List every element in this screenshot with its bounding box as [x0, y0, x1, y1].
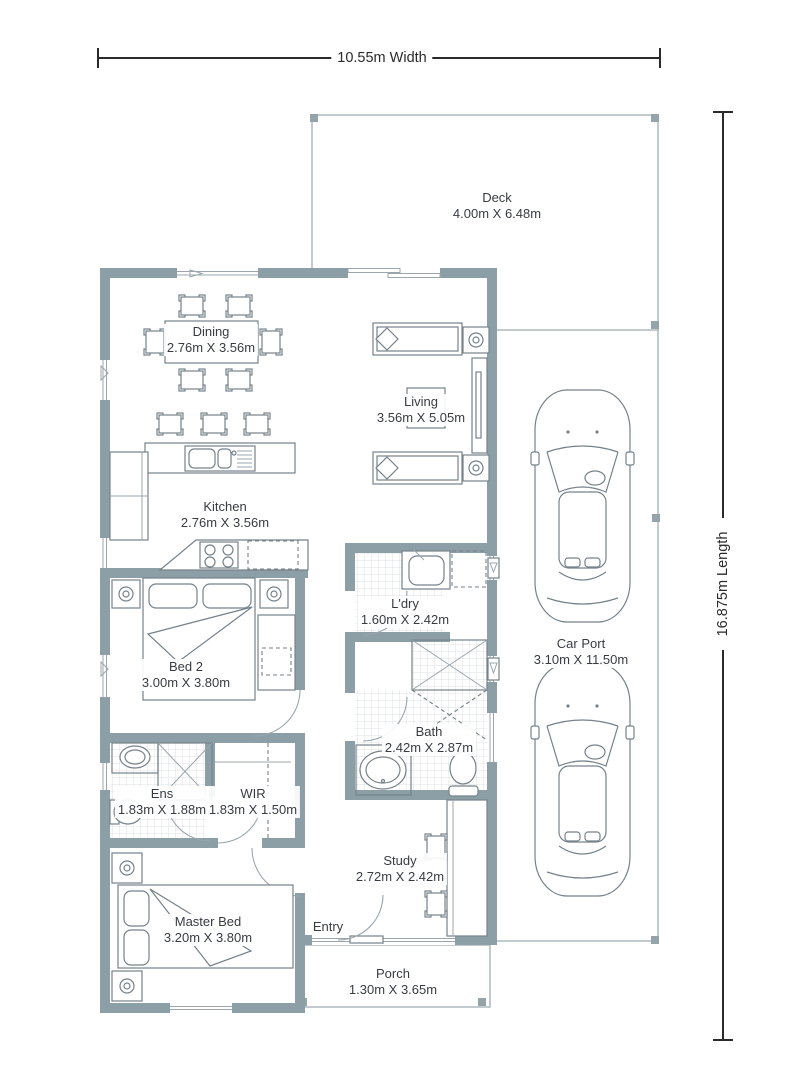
room-label-bath	[382, 724, 476, 756]
room-name: Car Port	[556, 636, 606, 651]
room-size: 1.60m X 2.42m	[360, 612, 450, 627]
room-name: Entry	[312, 919, 344, 934]
room-label-deck	[450, 190, 544, 222]
room-name: L'dry	[391, 596, 419, 611]
room-label-wir	[206, 786, 300, 818]
room-size: 2.76m X 3.56m	[180, 515, 270, 530]
room-name: WIR	[240, 786, 266, 801]
room-label-carport	[531, 636, 631, 668]
room-size: 3.10m X 11.50m	[533, 652, 629, 667]
room-label-kitchen	[178, 499, 272, 531]
room-name: Dining	[192, 324, 230, 339]
room-label-ensuite	[115, 786, 209, 818]
room-label-bed2	[139, 659, 233, 691]
car-icon	[531, 664, 634, 896]
room-label-study	[353, 853, 447, 885]
room-size: 3.20m X 3.80m	[163, 930, 253, 945]
room-label-entry	[310, 919, 346, 935]
room-size: 1.30m X 3.65m	[348, 982, 438, 997]
room-label-laundry	[358, 596, 452, 628]
room-size: 2.76m X 3.56m	[166, 340, 256, 355]
room-name: Study	[383, 853, 417, 868]
width-dimension-label: 10.55m Width	[331, 50, 432, 66]
room-name: Kitchen	[203, 499, 247, 514]
room-name: Living	[404, 394, 438, 409]
room-name: Master Bed	[174, 914, 242, 929]
room-name: Bath	[415, 724, 443, 739]
room-name: Bed 2	[169, 659, 203, 674]
room-size: 3.00m X 3.80m	[141, 675, 231, 690]
room-name: Porch	[376, 966, 410, 981]
room-size: 1.83m X 1.50m	[208, 802, 298, 817]
room-label-dining	[164, 324, 258, 356]
room-label-master	[161, 914, 255, 946]
room-size: 1.83m X 1.88m	[117, 802, 207, 817]
room-name: Deck	[482, 190, 512, 205]
length-dimension-label: 16.875m Length	[715, 526, 731, 643]
car-icon	[531, 390, 634, 622]
room-label-porch	[346, 966, 440, 998]
room-size: 3.56m X 5.05m	[376, 410, 466, 425]
room-size: 2.72m X 2.42m	[355, 869, 445, 884]
room-label-living	[374, 394, 468, 426]
room-size: 2.42m X 2.87m	[384, 740, 474, 755]
room-name: Ens	[150, 786, 174, 801]
room-size: 4.00m X 6.48m	[452, 206, 542, 221]
